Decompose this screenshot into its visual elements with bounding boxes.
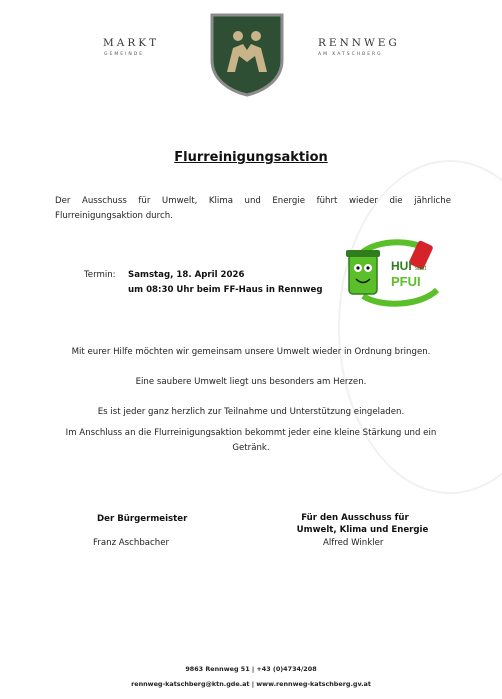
hui-statt-pfui-logo xyxy=(341,236,445,308)
footer-contact: rennweg-katschberg@ktn.gde.at | www.rennweg-katschberg.gv.at xyxy=(131,680,371,688)
paragraph-1: Mit eurer Hilfe möchten wir gemeinsam unsere Umwelt wieder in Ordnung bringen. xyxy=(71,347,431,357)
page-title: Flurreinigungsaktion xyxy=(174,150,328,165)
termin-place: um 08:30 Uhr beim FF-Haus in Rennweg xyxy=(128,285,323,295)
signature-left-name: Franz Aschbacher xyxy=(93,538,170,548)
termin-date: Samstag, 18. April 2026 xyxy=(128,270,245,280)
termin-label: Termin: xyxy=(84,270,116,280)
logo-text-pfui: PFUI xyxy=(391,274,421,289)
intro-text: Der Ausschuss für Umwelt, Klima und Energie führt wieder die jährliche Flurreinigungsaktion durch. xyxy=(55,196,451,221)
paragraph-2: Eine saubere Umwelt liegt uns besonders am Herzen. xyxy=(135,377,367,387)
signature-left-role: Der Bürgermeister xyxy=(97,514,188,524)
logo-text-hui: HUI xyxy=(391,259,412,273)
signature-right-role-line2: Umwelt, Klima und Energie xyxy=(296,525,429,535)
header-right-title: RENNWEG xyxy=(318,37,400,49)
header-right-subtitle: AM KATSCHBERG xyxy=(318,52,383,57)
logo-text-statt: statt xyxy=(415,266,427,272)
paragraph-3: Es ist jeder ganz herzlich zur Teilnahme und Unterstützung eingeladen. xyxy=(97,407,405,417)
footer-address: 9863 Rennweg 51 | +43 (0)4734/208 xyxy=(185,665,317,673)
signature-right-name: Alfred Winkler xyxy=(323,538,384,548)
signature-right-role-line1: Für den Ausschuss für xyxy=(301,513,409,523)
header-left-subtitle: GEMEINDE xyxy=(104,52,145,57)
header-left-title: MARKT xyxy=(103,37,160,49)
municipal-crest xyxy=(209,12,285,97)
paragraph-4: Im Anschluss an die Flurreinigungsaktion bekommt jeder eine kleine Stärkung und ein Getränk. xyxy=(65,428,437,453)
